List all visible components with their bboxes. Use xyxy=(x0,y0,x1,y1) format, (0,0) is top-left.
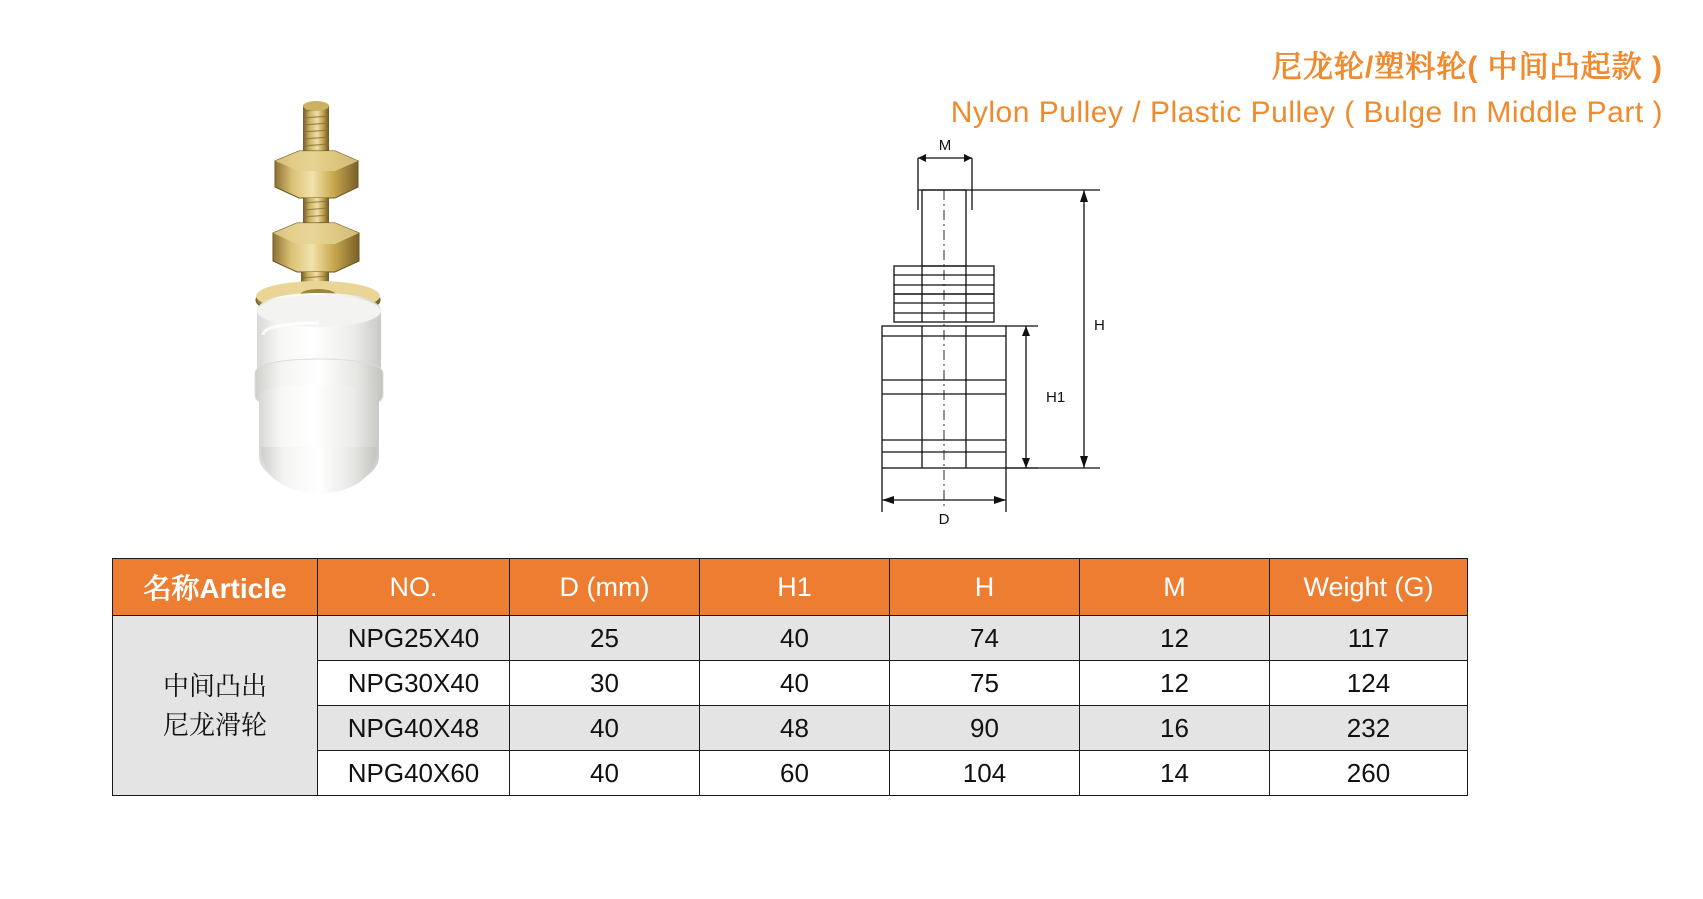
product-photo xyxy=(215,95,435,525)
cell-h1: 48 xyxy=(700,706,890,751)
cell-h: 75 xyxy=(890,661,1080,706)
title-chinese: 尼龙轮/塑料轮( 中间凸起款 ) xyxy=(1272,51,1663,84)
dimension-label-m: M xyxy=(938,140,952,154)
cell-m: 12 xyxy=(1080,661,1270,706)
cell-d: 40 xyxy=(510,706,700,751)
cell-weight: 260 xyxy=(1270,751,1468,796)
cell-h1: 40 xyxy=(700,661,890,706)
technical-drawing xyxy=(860,140,1160,540)
cell-h: 90 xyxy=(890,706,1080,751)
cell-no: NPG40X60 xyxy=(318,751,510,796)
cell-h: 74 xyxy=(890,616,1080,661)
cell-m: 16 xyxy=(1080,706,1270,751)
technical-drawing-svg xyxy=(860,140,1160,540)
header-h: H xyxy=(890,559,1080,616)
cell-h1: 40 xyxy=(700,616,890,661)
table-row xyxy=(113,616,1468,661)
title-block xyxy=(951,48,1663,133)
spec-table-container xyxy=(112,558,1467,796)
cell-d: 40 xyxy=(510,751,700,796)
product-photo-image xyxy=(215,95,435,525)
cell-h: 104 xyxy=(890,751,1080,796)
header-weight: Weight (G) xyxy=(1270,559,1468,616)
cell-weight: 124 xyxy=(1270,661,1468,706)
cell-d: 30 xyxy=(510,661,700,706)
cell-no: NPG30X40 xyxy=(318,661,510,706)
spec-table xyxy=(112,558,1468,796)
cell-weight: 232 xyxy=(1270,706,1468,751)
article-name-line1: 中间凸出 xyxy=(162,670,267,701)
cell-m: 14 xyxy=(1080,751,1270,796)
title-english: Nylon Pulley / Plastic Pulley ( Bulge In Middle Part ) xyxy=(950,95,1663,129)
header-no: NO. xyxy=(318,559,510,616)
dimension-label-d: D xyxy=(938,511,950,528)
cell-no: NPG25X40 xyxy=(318,616,510,661)
header-article: 名称Article xyxy=(113,559,318,616)
cell-d: 25 xyxy=(510,616,700,661)
dimension-label-h1: H1 xyxy=(1046,389,1066,406)
header-h1: H1 xyxy=(700,559,890,616)
article-name-line2: 尼龙滑轮 xyxy=(162,709,267,740)
cell-no: NPG40X48 xyxy=(318,706,510,751)
header-d: D (mm) xyxy=(510,559,700,616)
dimension-label-h: H xyxy=(1094,317,1105,334)
cell-weight: 117 xyxy=(1270,616,1468,661)
cell-h1: 60 xyxy=(700,751,890,796)
cell-m: 12 xyxy=(1080,616,1270,661)
article-name-cell xyxy=(113,616,318,796)
header-m: M xyxy=(1080,559,1270,616)
table-header-row xyxy=(113,559,1468,616)
